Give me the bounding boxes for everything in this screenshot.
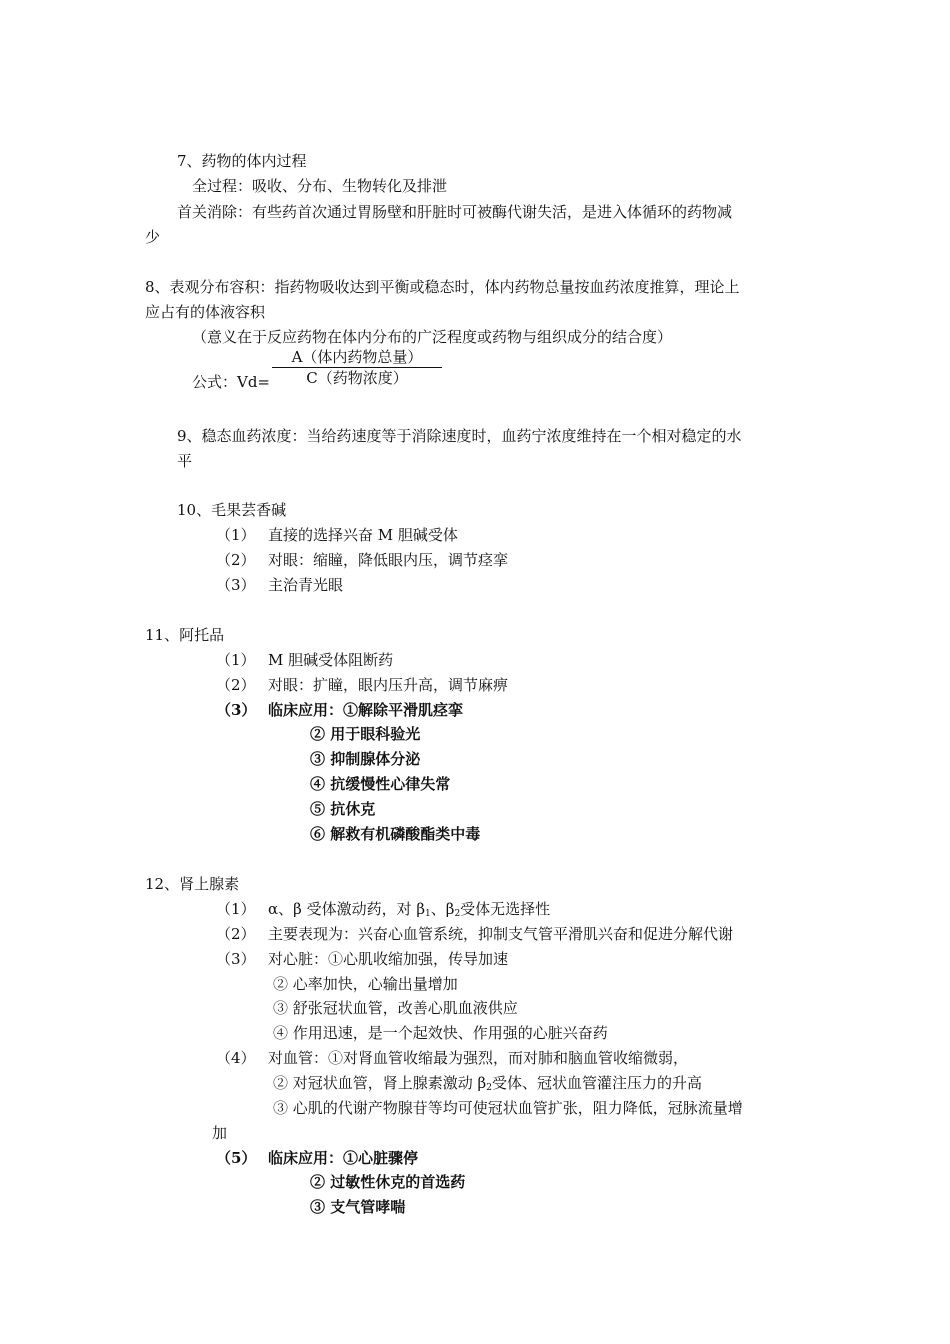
list-item-num: （2） <box>216 925 256 943</box>
sub-item: ⑥ 解救有机磷酸酯类中毒 <box>310 825 481 843</box>
list-item-num: （3） <box>216 950 256 968</box>
list-item-num: （1） <box>216 651 256 669</box>
section-11-title: 11、阿托品 <box>145 626 225 644</box>
section-8-line-1: 8、表观分布容积：指药物吸收达到平衡或稳态时，体内药物总量按血药浓度推算，理论上 <box>145 278 740 296</box>
sub-item: ③ 支气管哮喘 <box>310 1198 406 1216</box>
list-item-num: （1） <box>216 900 256 918</box>
list-item-num: （4） <box>216 1049 256 1067</box>
list-item-num: （5） <box>216 1149 257 1167</box>
formula-numerator: A（体内药物总量） <box>272 347 442 368</box>
sub-item: ④ 抗缓慢性心律失常 <box>310 775 451 793</box>
list-item-text: 对血管：①对肾血管收缩最为强烈，而对肺和脑血管收缩微弱， <box>268 1049 689 1067</box>
section-8-line-3: （意义在于反应药物在体内分布的广泛程度或药物与组织成分的结合度） <box>192 328 673 346</box>
sub-item: ② 过敏性休克的首选药 <box>310 1173 466 1191</box>
list-item-num: （2） <box>216 676 256 694</box>
list-item-text: 直接的选择兴奋 M 胆碱受体 <box>268 526 458 544</box>
section-9-line-2: 平 <box>177 452 193 470</box>
section-10-title: 10、毛果芸香碱 <box>177 501 287 519</box>
formula-denominator: C（药物浓度） <box>306 369 408 387</box>
list-item-text: 主治青光眼 <box>268 576 344 594</box>
sub-item: ② 用于眼科验光 <box>310 725 421 743</box>
list-item-text: 主要表现为：兴奋心血管系统，抑制支气管平滑肌兴奋和促进分解代谢 <box>268 925 734 943</box>
list-item-text: 临床应用：①心脏骤停 <box>268 1149 419 1167</box>
sub-item-continued: 加 <box>212 1124 228 1142</box>
list-item-text: 临床应用：①解除平滑肌痉挛 <box>268 701 464 719</box>
list-item-num: （3） <box>216 701 257 719</box>
list-item-num: （3） <box>216 576 256 594</box>
list-item-text: M 胆碱受体阻断药 <box>268 651 394 669</box>
section-7-title: 7、药物的体内过程 <box>177 152 307 170</box>
sub-item: ③ 心肌的代谢产物腺苷等均可使冠状血管扩张，阻力降低，冠脉流量增 <box>273 1099 743 1117</box>
sub-item: ② 对冠状血管，肾上腺素激动 $\beta_2$受体、冠状血管灌注压力的升高 <box>273 1074 702 1093</box>
sub-item: ③ 抑制腺体分泌 <box>310 750 421 768</box>
list-item-text: 对眼：扩瞳，眼内压升高，调节麻痹 <box>268 676 509 694</box>
section-12-title: 12、肾上腺素 <box>145 875 240 893</box>
list-item-num: （2） <box>216 551 256 569</box>
formula-label: 公式：Vd= <box>192 373 271 391</box>
list-item-text: 对眼：缩瞳，降低眼内压，调节痉挛 <box>268 551 509 569</box>
sub-item: ③ 舒张冠状血管，改善心肌血液供应 <box>273 999 518 1017</box>
list-item-num: （1） <box>216 526 256 544</box>
section-7-line-3: 少 <box>145 228 161 246</box>
list-item-text: α、β 受体激动药，对 $\beta_1$、$\beta_2$受体无选择性 <box>268 900 551 919</box>
formula-fraction <box>272 347 442 388</box>
section-7-line-1: 全过程：吸收、分布、生物转化及排泄 <box>192 177 448 195</box>
section-8-line-2: 应占有的体液容积 <box>145 303 266 321</box>
section-9-line-1: 9、稳态血药浓度：当给药速度等于消除速度时，血药宁浓度维持在一个相对稳定的水 <box>177 427 742 445</box>
sub-item: ⑤ 抗休克 <box>310 800 376 818</box>
sub-item: ④ 作用迅速，是一个起效快、作用强的心脏兴奋药 <box>273 1024 608 1042</box>
list-item-text: 对心脏：①心肌收缩加强，传导加速 <box>268 950 509 968</box>
sub-item: ② 心率加快，心输出量增加 <box>273 975 458 993</box>
section-7-line-2: 首关消除：有些药首次通过胃肠壁和肝脏时可被酶代谢失活，是进入体循环的药物减 <box>177 203 733 221</box>
